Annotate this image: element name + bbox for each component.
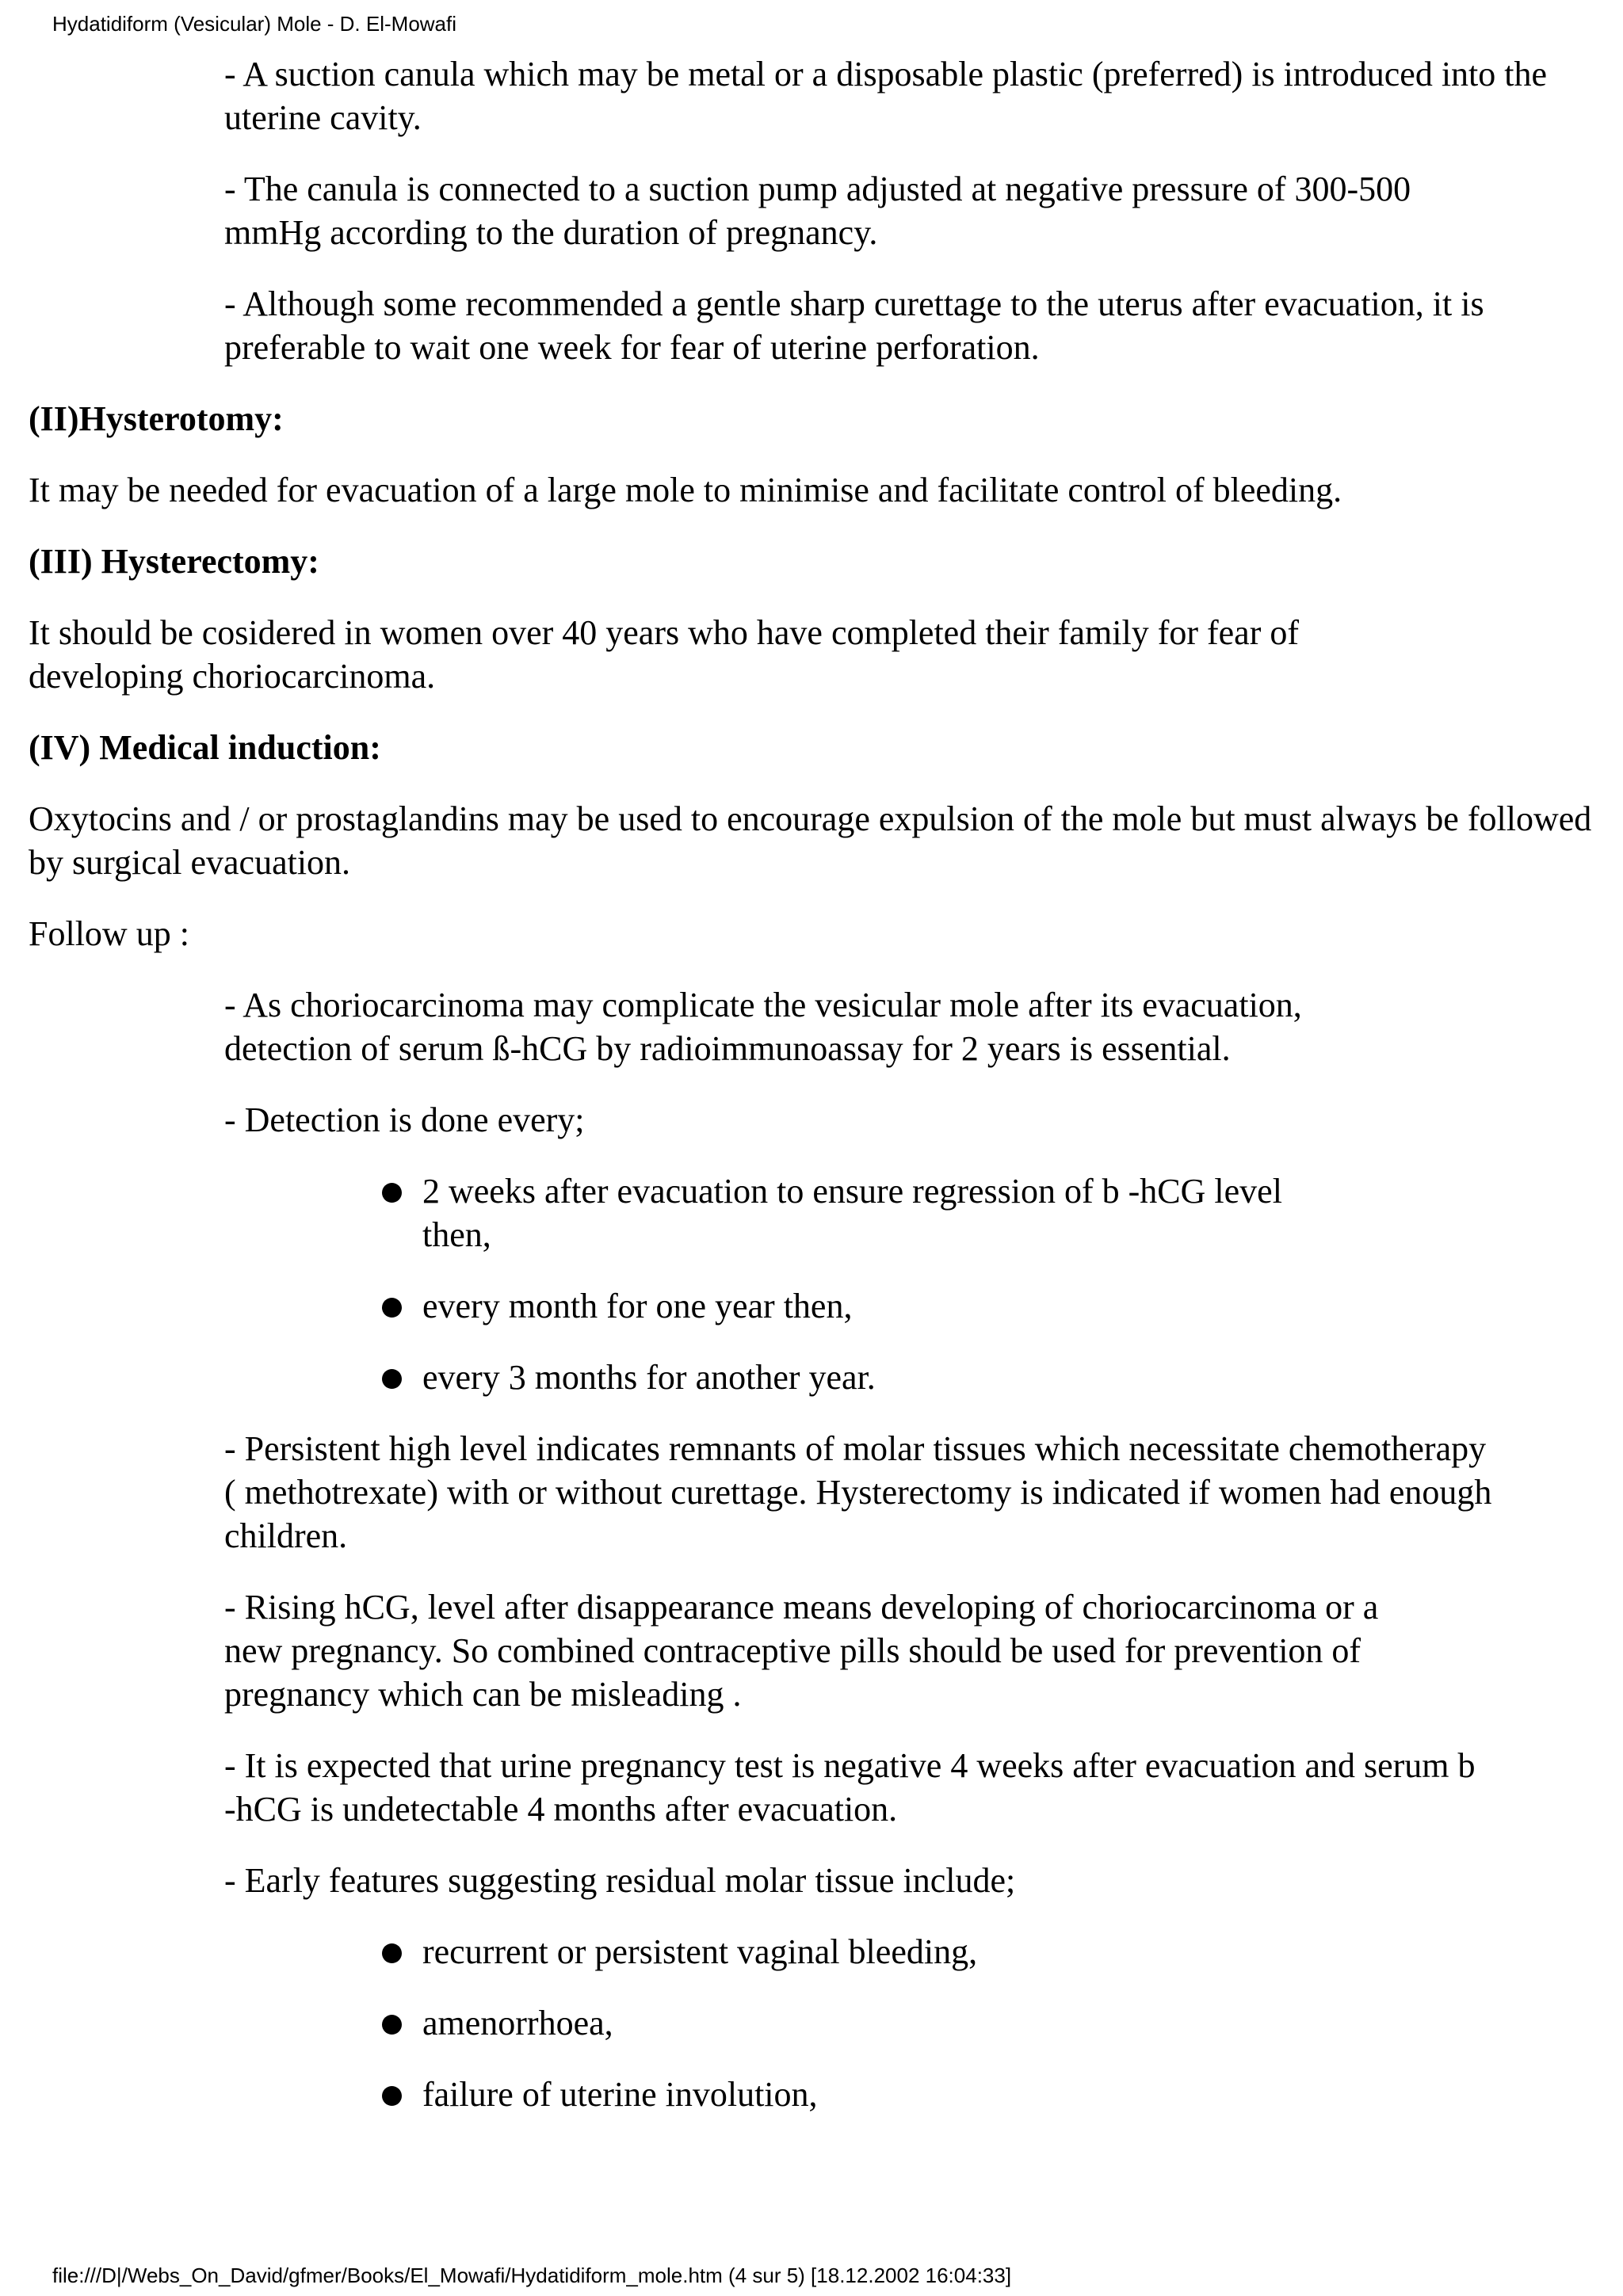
page-header: Hydatidiform (Vesicular) Mole - D. El-Mowafi	[52, 12, 457, 36]
bullet-icon	[382, 1298, 402, 1318]
follow-up-paragraph-4: - Rising hCG, level after disappearance means developing of choriocarcinoma or a new pregnancy. So combined contraceptive pills should be used for prevention of pregnancy which can be misleading .	[224, 1588, 1379, 1714]
list-item: every 3 months for another year.	[422, 1356, 1606, 1399]
list-item: 2 weeks after evacuation to ensure regression of b -hCG level then,	[422, 1169, 1318, 1257]
suction-canula-paragraph: - A suction canula which may be metal or a disposable plastic (preferred) is introduced into the uterine cavity.	[224, 55, 1548, 137]
curettage-paragraph: - Although some recommended a gentle sharp curettage to the uterus after evacuation, it is preferable to wait one week for fear of uterine perforation.	[224, 284, 1484, 367]
bullet-icon	[382, 1369, 402, 1389]
hysterotomy-text: It may be needed for evacuation of a large mole to minimise and facilitate control of bleeding.	[29, 471, 1342, 509]
list-item: every month for one year then,	[422, 1284, 1606, 1328]
follow-up-paragraph-2: - Detection is done every;	[224, 1100, 585, 1139]
list-item: recurrent or persistent vaginal bleeding,	[422, 1930, 1606, 1974]
bullet-icon	[382, 2015, 402, 2035]
residual-features-list	[29, 1930, 1606, 2116]
page-footer: file:///D|/Webs_On_David/gfmer/Books/El_Mowafi/Hydatidiform_mole.htm (4 sur 5) [18.12.2002 16:04:33]	[52, 2264, 1012, 2287]
detection-schedule-list	[29, 1169, 1606, 1399]
follow-up-label: Follow up :	[29, 914, 189, 953]
bullet-icon	[382, 2086, 402, 2106]
follow-up-paragraph-5: - It is expected that urine pregnancy test is negative 4 weeks after evacuation and serum b -hCG is undetectable 4 months after evacuation.	[224, 1746, 1476, 1829]
hysterectomy-text: It should be cosidered in women over 40 years who have completed their family for fear of developing choriocarcinoma.	[29, 613, 1300, 696]
list-item: failure of uterine involution,	[422, 2073, 1606, 2116]
list-item: amenorrhoea,	[422, 2001, 1606, 2045]
hysterectomy-heading: (III) Hysterectomy:	[29, 542, 319, 581]
suction-pump-paragraph: - The canula is connected to a suction pump adjusted at negative pressure of 300-500 mmHg according to the duration of pregnancy.	[224, 170, 1411, 252]
medical-induction-heading: (IV) Medical induction:	[29, 728, 381, 767]
follow-up-paragraph-3: - Persistent high level indicates remnants of molar tissues which necessitate chemotherapy ( methotrexate) with or without curettage. Hysterectomy is indicated if women had enough children.	[224, 1429, 1492, 1555]
hysterotomy-heading: (II)Hysterotomy:	[29, 399, 284, 438]
bullet-icon	[382, 1943, 402, 1963]
bullet-icon	[382, 1183, 402, 1203]
follow-up-paragraph-1: - As choriocarcinoma may complicate the vesicular mole after its evacuation, detection of serum ß-hCG by radioimmunoassay for 2 years is essential.	[224, 986, 1302, 1068]
follow-up-paragraph-6: - Early features suggesting residual molar tissue include;	[224, 1861, 1016, 1900]
medical-induction-text: Oxytocins and / or prostaglandins may be used to encourage expulsion of the mole but must always be followed by surgical evacuation.	[29, 799, 1592, 882]
document-body	[29, 52, 1606, 2144]
